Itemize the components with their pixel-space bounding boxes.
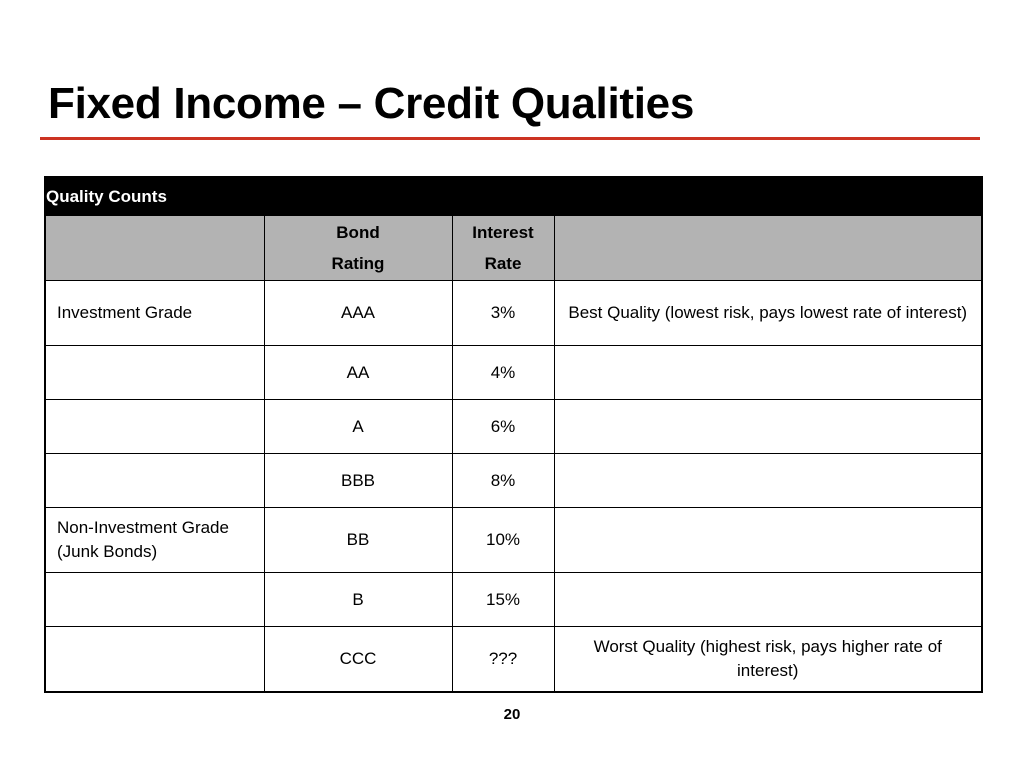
rating-cell: BBB <box>264 454 452 508</box>
table-row <box>45 400 982 454</box>
rating-cell: CCC <box>264 627 452 693</box>
slide-title: Fixed Income – Credit Qualities <box>48 79 694 128</box>
rate-cell: ??? <box>452 627 554 693</box>
table-row <box>45 627 982 693</box>
column-header-rate-line2: Rate <box>484 254 522 273</box>
rating-cell: AA <box>264 346 452 400</box>
header-cell <box>554 177 982 216</box>
header-cell <box>264 177 452 216</box>
description-cell <box>554 573 982 627</box>
column-header-row <box>45 216 982 281</box>
grade-cell <box>45 400 264 454</box>
title-divider <box>40 137 980 140</box>
rating-cell: A <box>264 400 452 454</box>
grade-cell: Investment Grade <box>45 281 264 346</box>
header-cell <box>452 177 554 216</box>
rate-cell: 15% <box>452 573 554 627</box>
description-cell <box>554 346 982 400</box>
page-number: 20 <box>503 706 521 723</box>
credit-quality-table <box>44 176 983 693</box>
table-row <box>45 508 982 573</box>
description-cell <box>554 508 982 573</box>
grade-cell: Non-Investment Grade (Junk Bonds) <box>45 508 264 573</box>
rating-cell: BB <box>264 508 452 573</box>
grade-cell <box>45 454 264 508</box>
description-cell <box>554 454 982 508</box>
table-header-label: Quality Counts <box>45 177 264 216</box>
rating-cell: AAA <box>264 281 452 346</box>
description-cell: Best Quality (lowest risk, pays lowest rate of interest) <box>554 281 982 346</box>
column-header-description <box>554 216 982 281</box>
grade-cell <box>45 573 264 627</box>
table-row <box>45 454 982 508</box>
table-row <box>45 346 982 400</box>
column-header-rating <box>264 216 452 281</box>
column-header-rate <box>452 216 554 281</box>
table-row <box>45 281 982 346</box>
description-cell: Worst Quality (highest risk, pays higher rate of interest) <box>554 627 982 693</box>
table-row <box>45 573 982 627</box>
rate-cell: 10% <box>452 508 554 573</box>
description-cell <box>554 400 982 454</box>
rate-cell: 4% <box>452 346 554 400</box>
rating-cell: B <box>264 573 452 627</box>
table-header-row <box>45 177 982 216</box>
column-header-rating-line1: Bond <box>336 223 380 242</box>
column-header-grade <box>45 216 264 281</box>
column-header-rating-line2: Rating <box>331 254 385 273</box>
rate-cell: 8% <box>452 454 554 508</box>
rate-cell: 6% <box>452 400 554 454</box>
grade-cell <box>45 346 264 400</box>
rate-cell: 3% <box>452 281 554 346</box>
column-header-rate-line1: Interest <box>472 223 534 242</box>
grade-cell <box>45 627 264 693</box>
